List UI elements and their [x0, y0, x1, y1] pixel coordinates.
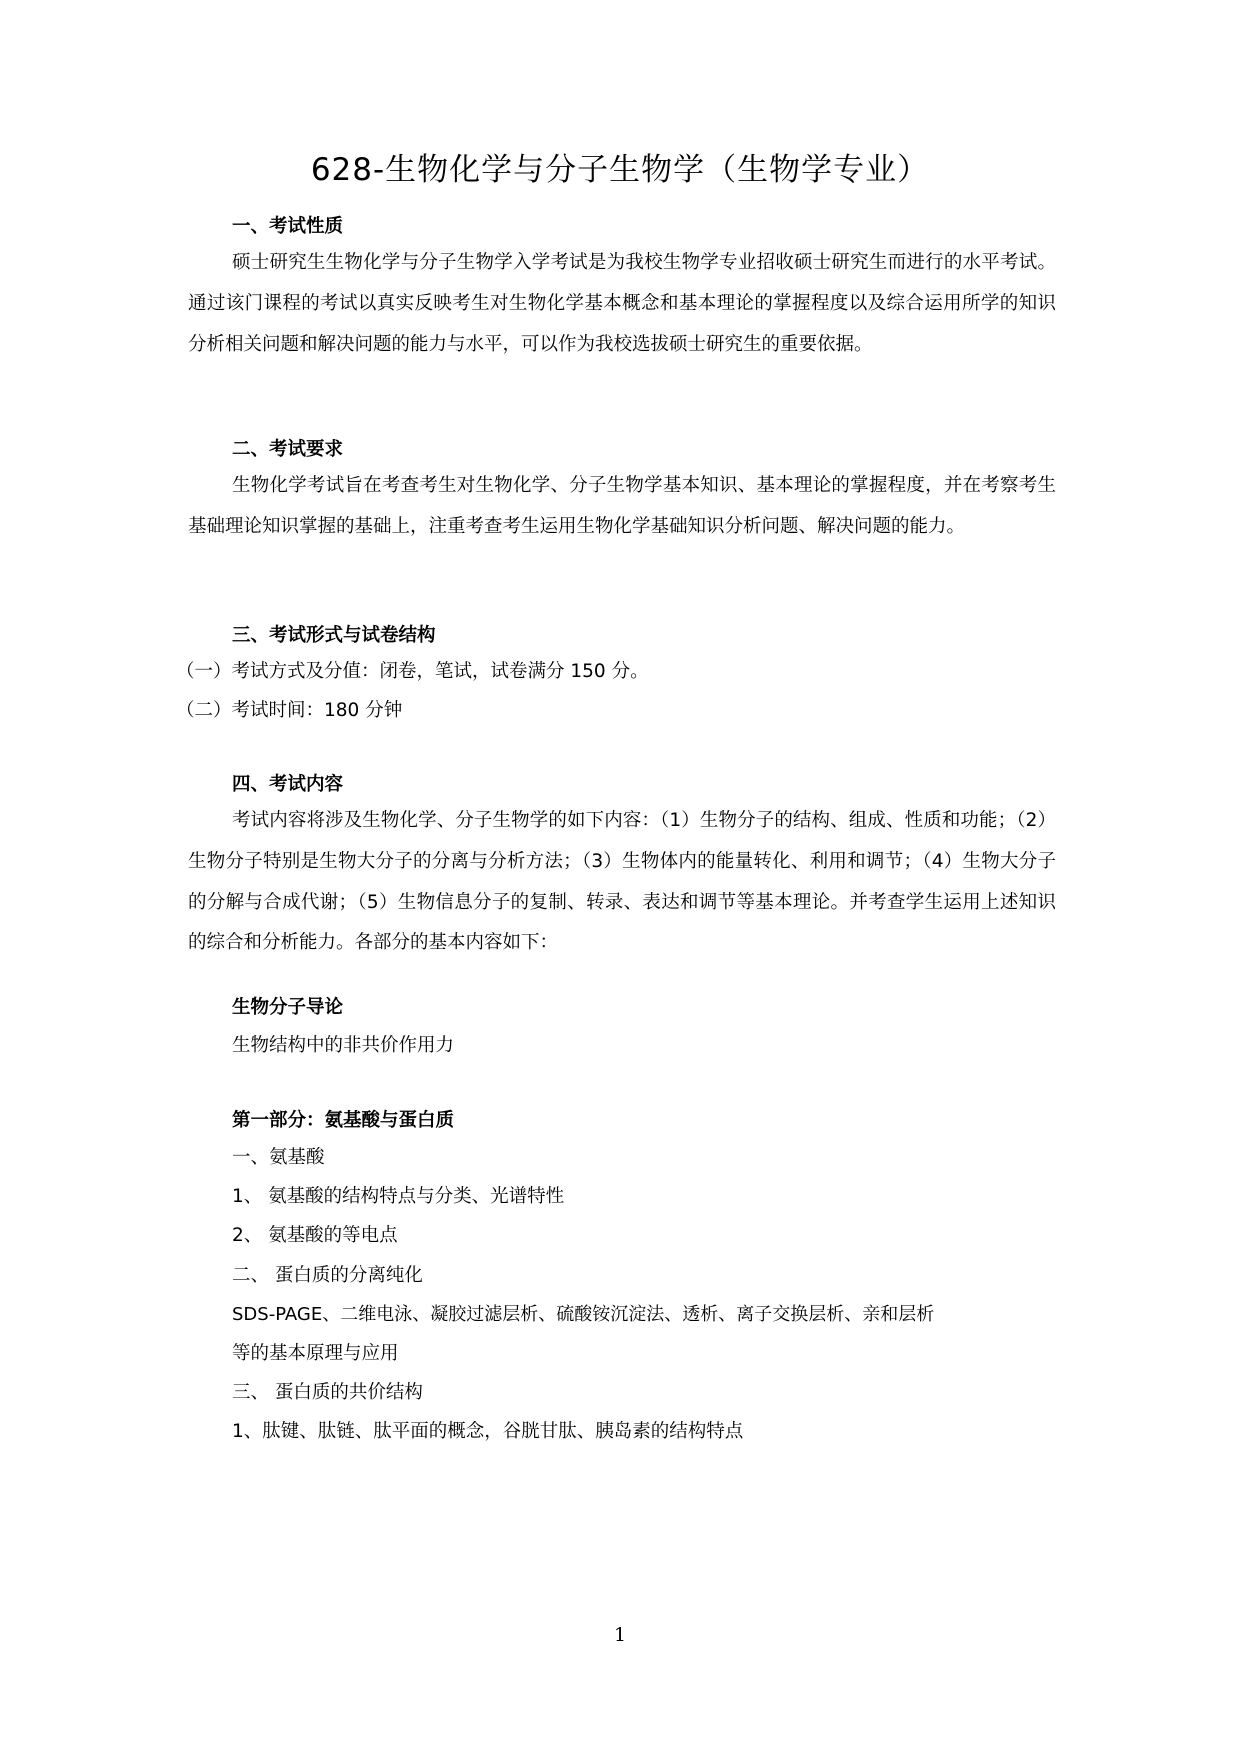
section-paragraph-requirements: 生物化学考试旨在考查考生对生物化学、分子生物学基本知识、基本理论的掌握程度，并在考察考生基础理论知识掌握的基础上，注重考查考生运用生物化学基础知识分析问题、解决问题的能力。	[188, 475, 1056, 537]
section-heading-format: 三、考试形式与试卷结构	[232, 625, 436, 646]
part1-heading: 第一部分：氨基酸与蛋白质	[232, 1110, 455, 1131]
page-number: 1	[613, 1624, 627, 1646]
format-item: （一）考试方式及分值：闭卷，笔试，试卷满分 150 分。	[176, 661, 649, 682]
part1-line: 等的基本原理与应用	[232, 1343, 399, 1364]
format-item: （二）考试时间：180 分钟	[176, 700, 403, 721]
part1-line: SDS-PAGE、二维电泳、凝胶过滤层析、硫酸铵沉淀法、透析、离子交换层析、亲和层析	[232, 1304, 935, 1325]
section-heading-requirements: 二、考试要求	[232, 439, 344, 460]
intro-line: 生物结构中的非共价作用力	[232, 1035, 455, 1056]
part1-line: 1、肽键、肽链、肽平面的概念，谷胱甘肽、胰岛素的结构特点	[232, 1421, 744, 1442]
part1-line: 三、 蛋白质的共价结构	[232, 1382, 423, 1403]
part1-line: 2、 氨基酸的等电点	[232, 1225, 398, 1246]
document-title: 628-生物化学与分子生物学（生物学专业）	[310, 152, 930, 188]
part1-line: 二、 蛋白质的分离纯化	[232, 1265, 423, 1286]
section-heading-nature: 一、考试性质	[232, 216, 344, 237]
section-heading-content: 四、考试内容	[232, 774, 344, 795]
intro-heading: 生物分子导论	[232, 997, 344, 1018]
part1-line: 1、 氨基酸的结构特点与分类、光谱特性	[232, 1186, 565, 1207]
section-paragraph-content: 考试内容将涉及生物化学、分子生物学的如下内容：（1）生物分子的结构、组成、性质和功能；（2）生物分子特别是生物大分子的分离与分析方法；（3）生物体内的能量转化、利用和调节；（4）生物大分子的分解与合成代谢；（5）生物信息分子的复制、转录、表达和调节等基本理论。并考查学生运用上述知识的综合和分析能力。各部分的基本内容如下：	[188, 810, 1056, 954]
section-paragraph-nature: 硕士研究生生物化学与分子生物学入学考试是为我校生物学专业招收硕士研究生而进行的水平考试。通过该门课程的考试以真实反映考生对生物化学基本概念和基本理论的掌握程度以及综合运用所学的知识分析相关问题和解决问题的能力与水平，可以作为我校选拔硕士研究生的重要依据。	[188, 252, 1056, 355]
part1-line: 一、氨基酸	[232, 1147, 325, 1168]
